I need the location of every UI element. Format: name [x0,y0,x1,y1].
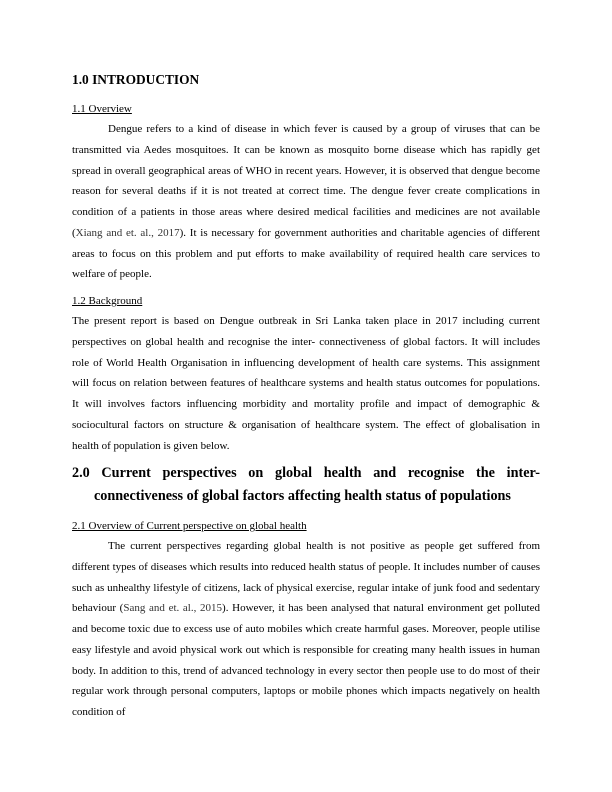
section2-1-citation: Sang and et. al., 2015 [123,602,223,615]
overview-text-a: Dengue refers to a kind of disease in which fever is caused by a group of viruses that can be transmitted via Aedes mosquitoes. It can be known as mosquito borne disease which has rapidly get spread in overall geographical areas of WHO in recent years. However, it is observed that dengue become reason for several deaths if it is not treated at correct time. The dengue fever create complications in condition of a patients in those areas where desired medical facilities and medicines are not available ( [72,123,540,239]
overview-paragraph [72,119,540,285]
background-heading: 1.2 Background [72,295,143,307]
section2-1-heading: 2.1 Overview of Current perspective on global health [72,520,307,532]
section2-1-text-b: ). However, it has been analysed that natural environment get polluted and become toxic due to excess use of auto mobiles which create harmful gases. Moreover, people utilise easy lifestyle and avoid physical work out which is responsible for creating many health issues in human body. In addition to this, trend of advanced technology in every sector then people use to do most of their regular work through personal computers, laptops or mobile phones which impacts negatively on health condition of [72,602,540,718]
overview-heading: 1.1 Overview [72,103,132,115]
introduction-heading: 1.0 INTRODUCTION [72,72,200,87]
section2-1-paragraph [72,536,540,723]
section2-heading-line1: 2.0 Current perspectives on global health and recognise the inter- [72,465,540,481]
overview-citation: Xiang and et. al., 2017 [75,226,180,239]
section2-heading-line2: connectiveness of global factors affecting health status of populations [94,488,511,504]
section2-1-text-a: The current perspectives regarding global health is not positive as people get suffered from different types of diseases which results into reduced health status of people. It includes number of causes such as unhealthy lifestyle of citizens, lack of physical exercise, regular intake of junk food and sedentary behaviour ( [72,540,540,615]
background-paragraph: The present report is based on Dengue outbreak in Sri Lanka taken place in 2017 including current perspectives on global health and recognise the inter- connectiveness of global factors. It will includes role of World Health Organisation in influencing development of health care systems. This assignment will focus on relation between features of healthcare systems and health status outcomes for populations. It will involves factors influencing morbidity and mortality profile and impact of demographic & sociocultural factors on structure & organisation of healthcare system. The effect of globalisation in health of population is given below. [72,315,540,452]
overview-text-b: ). It is necessary for government authorities and charitable agencies of different areas to focus on this problem and put efforts to make availability of required health care services to welfare of people. [72,226,540,281]
section2-heading [72,462,540,508]
